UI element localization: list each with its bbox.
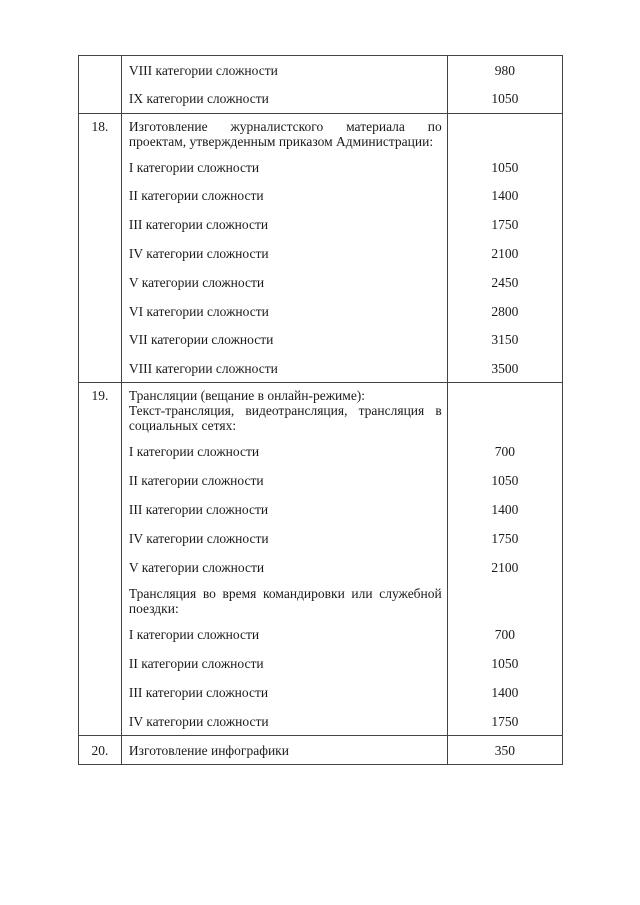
table-row: [79, 620, 563, 649]
row-number-cell: [79, 56, 122, 85]
row-number: 18.: [79, 113, 122, 153]
item-label: IV категории сложности: [121, 707, 447, 736]
item-price: 1050: [447, 649, 562, 678]
table-row: [79, 84, 563, 113]
item-price: 700: [447, 437, 562, 466]
item-label: II категории сложности: [121, 649, 447, 678]
item-label: VII категории сложности: [121, 325, 447, 354]
table-row: [79, 210, 563, 239]
item-label: III категории сложности: [121, 210, 447, 239]
price-table: [78, 55, 563, 765]
item-price: 1400: [447, 495, 562, 524]
table-row: [79, 495, 563, 524]
table-row: [79, 113, 563, 153]
item-label: I категории сложности: [121, 437, 447, 466]
item-price: 3500: [447, 354, 562, 383]
table-row: [79, 649, 563, 678]
row-title: Изготовление инфографики: [121, 736, 447, 765]
row-number: 19.: [79, 383, 122, 438]
item-label: I категории сложности: [121, 620, 447, 649]
row-title-cell: [121, 383, 447, 438]
item-price: 2100: [447, 239, 562, 268]
item-price: 2800: [447, 297, 562, 326]
item-price: 2450: [447, 268, 562, 297]
item-price: 1750: [447, 210, 562, 239]
item-price: 3150: [447, 325, 562, 354]
table-row: [79, 437, 563, 466]
item-price: 1050: [447, 466, 562, 495]
item-price: 1750: [447, 524, 562, 553]
table-row: [79, 707, 563, 736]
item-label: I категории сложности: [121, 153, 447, 182]
row-subtitle: Текст-трансляция, видеотрансляция, трансляция в социальных сетях:: [128, 403, 442, 434]
table-row: [79, 153, 563, 182]
item-price: 1050: [447, 84, 562, 113]
item-label: V категории сложности: [121, 268, 447, 297]
item-price: 1400: [447, 181, 562, 210]
table-row: [79, 181, 563, 210]
trip-title: Трансляция во время командировки или служебной поездки:: [121, 581, 447, 620]
item-price: 1050: [447, 153, 562, 182]
item-price: 980: [447, 56, 562, 85]
table-row: [79, 524, 563, 553]
item-label: VI категории сложности: [121, 297, 447, 326]
row-title: Изготовление журналистского материала по проектам, утвержденным приказом Администрации:: [121, 113, 447, 153]
item-label: IV категории сложности: [121, 524, 447, 553]
row-title: Трансляции (вещание в онлайн-режиме):: [128, 388, 366, 404]
table-row: [79, 736, 563, 765]
item-price: 1750: [447, 707, 562, 736]
item-label: VIII категории сложности: [121, 354, 447, 383]
table-row: [79, 466, 563, 495]
table-row: [79, 297, 563, 326]
item-label: II категории сложности: [121, 466, 447, 495]
item-price: 2100: [447, 553, 562, 582]
table-row: [79, 553, 563, 582]
table-row: [79, 354, 563, 383]
table-row: [79, 268, 563, 297]
item-price: 1400: [447, 678, 562, 707]
item-label: II категории сложности: [121, 181, 447, 210]
table-row: [79, 325, 563, 354]
table-row: [79, 581, 563, 620]
row-number: 20.: [79, 736, 122, 765]
item-price: 700: [447, 620, 562, 649]
table-row: [79, 678, 563, 707]
item-label: IV категории сложности: [121, 239, 447, 268]
item-label: IX категории сложности: [121, 84, 447, 113]
item-label: V категории сложности: [121, 553, 447, 582]
item-price: 350: [447, 736, 562, 765]
item-label: III категории сложности: [121, 495, 447, 524]
table-row: [79, 383, 563, 438]
table-row: [79, 239, 563, 268]
table-row: [79, 56, 563, 85]
item-label: III категории сложности: [121, 678, 447, 707]
item-label: VIII категории сложности: [121, 56, 447, 85]
